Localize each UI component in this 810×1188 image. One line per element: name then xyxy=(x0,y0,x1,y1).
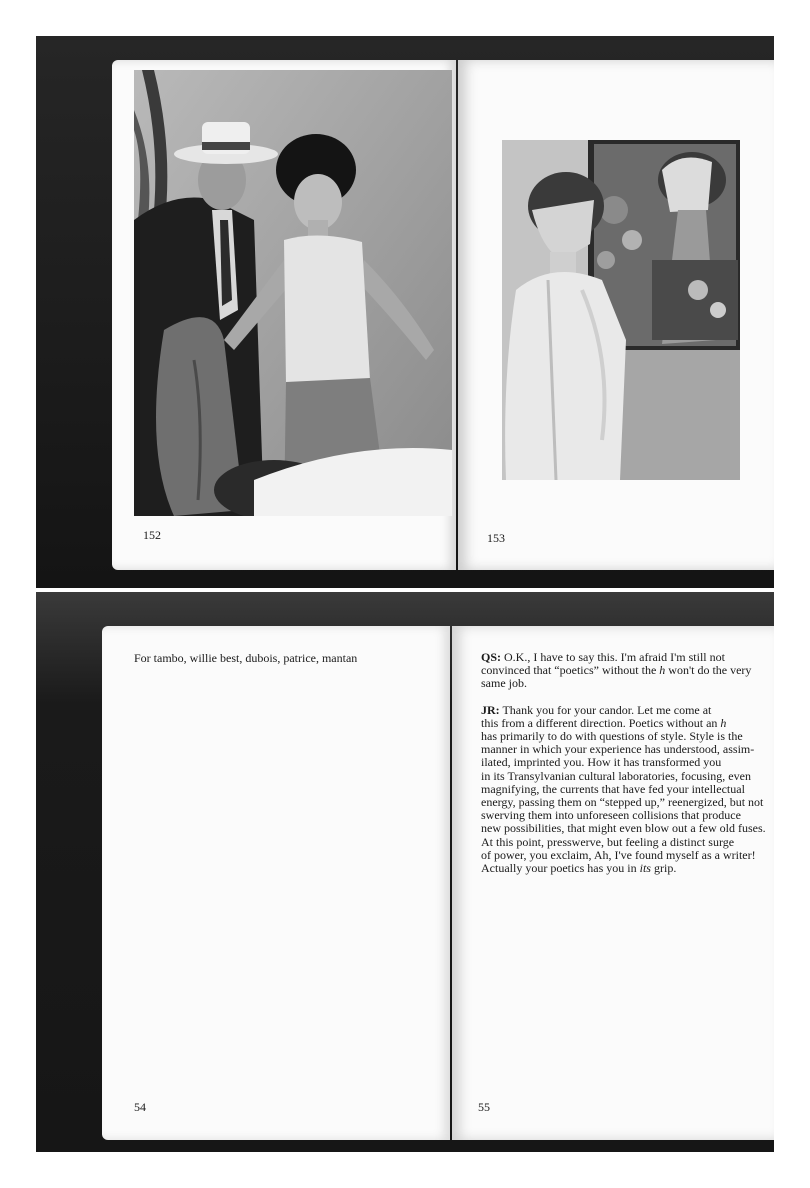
qs-text-2b: won't do the very xyxy=(665,663,752,678)
page-number-54: 54 xyxy=(134,1100,146,1114)
jr-line-6: in its Transylvanian cultural laboratories, focusing, even xyxy=(481,768,751,783)
page-number-152: 152 xyxy=(143,528,161,542)
jr-speaker: JR: xyxy=(481,702,500,717)
jr-text-last-b: grip. xyxy=(650,861,677,876)
jr-line-13 xyxy=(481,862,781,875)
jr-line-9: swerving them into unforeseen collisions that produce xyxy=(481,808,741,823)
qs-speaker: QS: xyxy=(481,650,502,664)
jr-line-5: ilated, imprinted you. How it has transformed you xyxy=(481,755,722,770)
page-number-153: 153 xyxy=(487,531,505,545)
jr-text-1: Thank you for your candor. Let me come at xyxy=(499,702,712,717)
jr-line-3: has primarily to do with questions of style. Style is the xyxy=(481,729,743,744)
qs-text-2a: convinced that “poetics” without the xyxy=(481,663,660,678)
jr-line-10: new possibilities, that might even blow out a few old fuses. xyxy=(481,821,766,836)
jr-text-2: this from a different direction. Poetics without an xyxy=(481,715,721,730)
interview-text xyxy=(481,651,781,875)
jr-line-11: At this point, presswerve, but feeling a distinct surge xyxy=(481,834,735,849)
dedication-text: For tambo, willie best, dubois, patrice, mantan xyxy=(134,651,358,665)
jr-text-last-a: Actually your poetics has you in xyxy=(481,861,640,876)
photo-woman-profile xyxy=(502,140,740,480)
qs-line-3: same job. xyxy=(481,676,527,691)
qs-italic-h: h xyxy=(659,663,666,678)
jr-line-4: manner in which your experience has understood, assim- xyxy=(481,742,755,757)
jr-italic-its: its xyxy=(639,861,651,876)
page-number-55: 55 xyxy=(478,1100,490,1114)
qs-text-1: O.K., I have to say this. I'm afraid I'm still not xyxy=(501,650,725,664)
jr-line-8: energy, passing them on “stepped up,” reenergized, but not xyxy=(481,795,764,810)
page-54 xyxy=(102,626,450,1140)
jr-line-12: of power, you exclaim, Ah, I've found myself as a writer! xyxy=(481,847,756,862)
jr-line-7: magnifying, the currents that have fed your intellectual xyxy=(481,781,745,796)
jr-italic-h: h xyxy=(720,715,727,730)
photo-man-and-woman xyxy=(134,70,452,516)
